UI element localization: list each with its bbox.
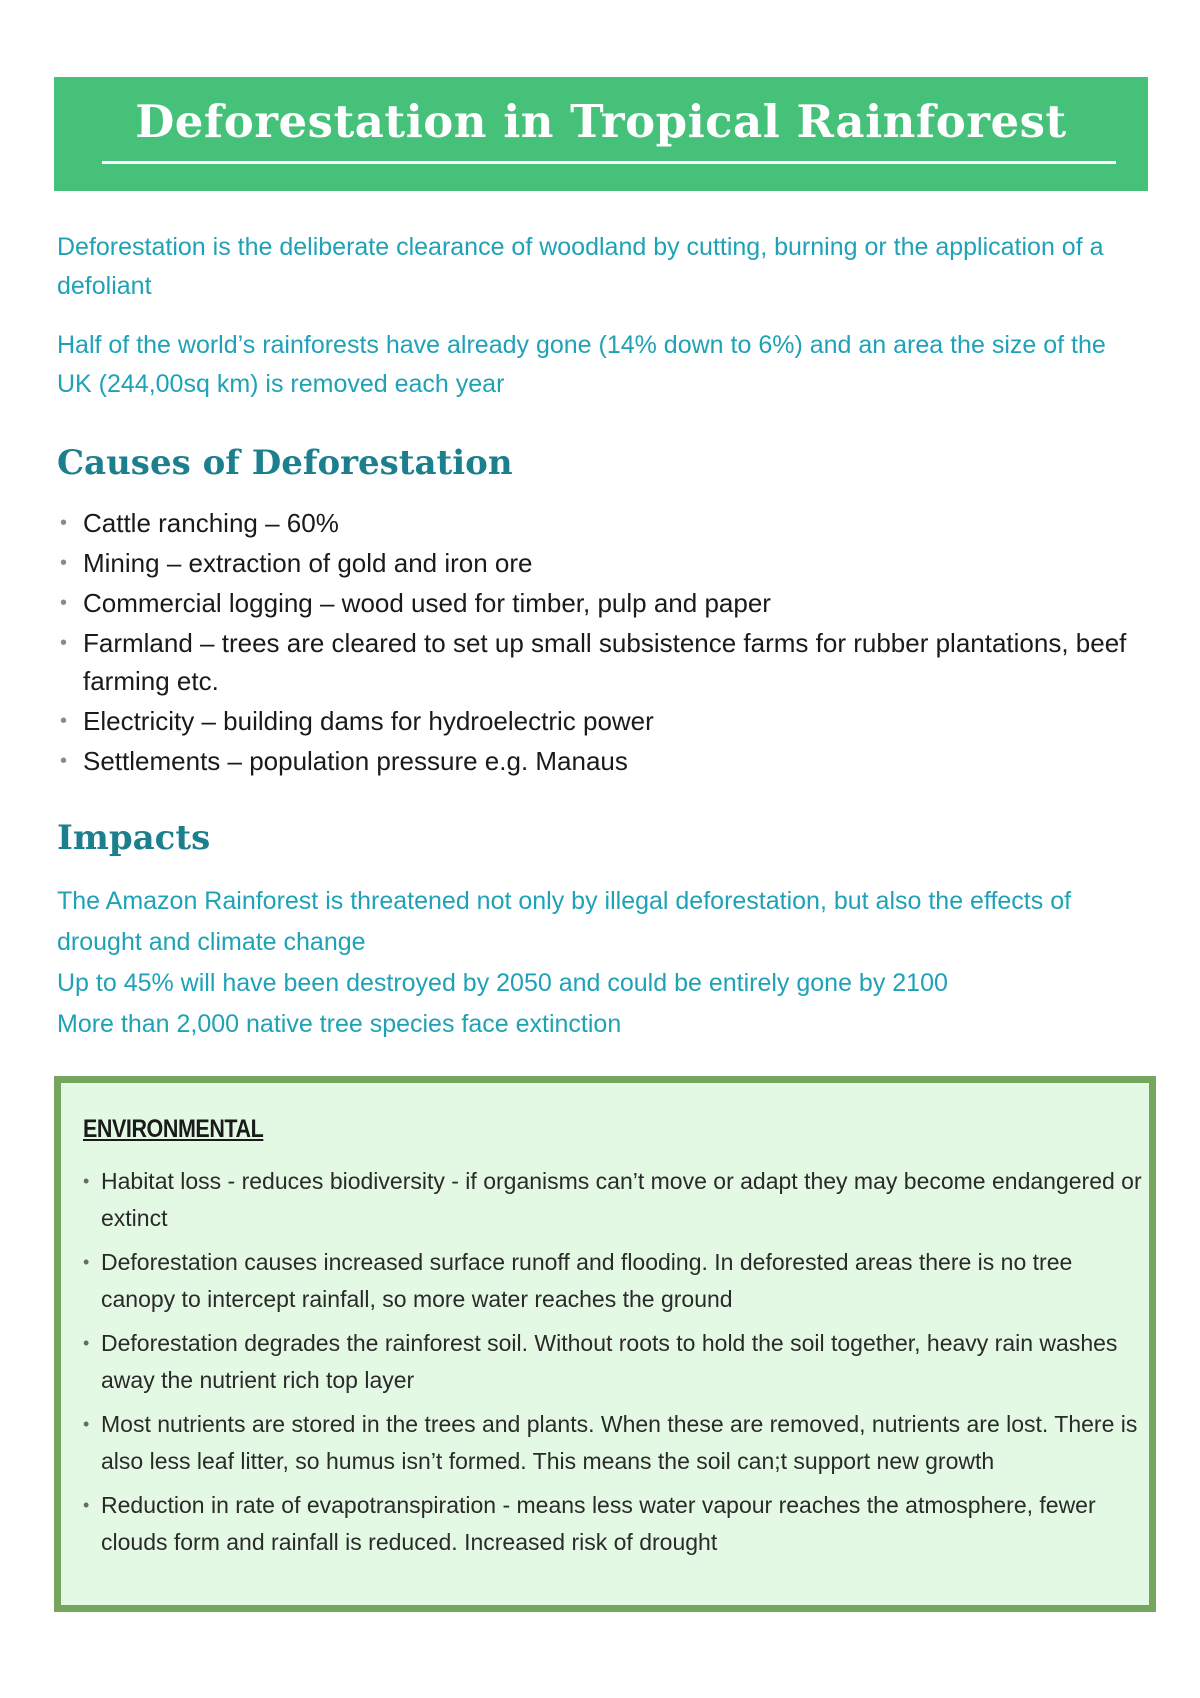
bullet-icon: •: [60, 592, 68, 614]
bullet-icon: •: [83, 1171, 90, 1191]
impacts-line: The Amazon Rainforest is threatened not only by illegal deforestation, but also the effects of drought and climate change: [57, 887, 1072, 956]
environmental-item: [83, 1244, 1143, 1318]
causes-heading: Causes of Deforestation: [57, 443, 513, 483]
impacts-line: More than 2,000 native tree species face extinction: [57, 1010, 622, 1038]
impacts-section: [57, 881, 1147, 1045]
cause-item: [57, 504, 1147, 542]
causes-list: [57, 504, 1147, 782]
environmental-text: Habitat loss - reduces biodiversity - if organisms can’t move or adapt they may become endangered or extinct: [101, 1168, 1142, 1231]
environmental-item: [83, 1163, 1143, 1237]
cause-item: [57, 544, 1147, 582]
intro-section: [57, 228, 1147, 404]
cause-text: Commercial logging – wood used for timber, pulp and paper: [83, 588, 771, 618]
cause-text: Farmland – trees are cleared to set up small subsistence farms for rubber plantations, beef farming etc.: [83, 628, 1127, 696]
environmental-item: [83, 1487, 1143, 1561]
cause-item: [57, 584, 1147, 622]
bullet-icon: •: [60, 552, 68, 574]
environmental-title: ENVIRONMENTAL: [83, 1115, 264, 1143]
bullet-icon: •: [83, 1495, 90, 1515]
bullet-icon: •: [60, 632, 68, 654]
bullet-icon: •: [60, 750, 68, 772]
environmental-text: Deforestation degrades the rainforest soil. Without roots to hold the soil together, heavy rain washes away the nutrient rich top layer: [101, 1330, 1118, 1393]
environmental-list: [83, 1163, 1143, 1568]
bullet-icon: •: [83, 1333, 90, 1353]
bullet-icon: •: [83, 1414, 90, 1434]
cause-item: [57, 742, 1147, 780]
title-underline: [102, 161, 1116, 164]
title-banner: [54, 77, 1148, 191]
cause-text: Electricity – building dams for hydroelectric power: [83, 706, 654, 736]
intro-statistic: Half of the world’s rainforests have already gone (14% down to 6%) and an area the size of the UK (244,00sq km) is removed each year: [57, 331, 1106, 398]
cause-item: [57, 624, 1147, 700]
cause-text: Mining – extraction of gold and iron ore: [83, 548, 533, 578]
impacts-line: Up to 45% will have been destroyed by 2050 and could be entirely gone by 2100: [57, 969, 948, 997]
intro-definition: Deforestation is the deliberate clearance of woodland by cutting, burning or the application of a defoliant: [57, 233, 1104, 300]
impacts-heading: Impacts: [57, 818, 211, 858]
environmental-text: Reduction in rate of evapotranspiration - means less water vapour reaches the atmosphere, fewer clouds form and rainfall is reduced. Increased risk of drought: [101, 1492, 1096, 1555]
page-title: Deforestation in Tropical Rainforest: [135, 95, 1067, 148]
bullet-icon: •: [83, 1252, 90, 1272]
environmental-box: [54, 1076, 1156, 1612]
cause-text: Cattle ranching – 60%: [83, 508, 339, 538]
bullet-icon: •: [60, 710, 68, 732]
cause-text: Settlements – population pressure e.g. Manaus: [83, 746, 628, 776]
environmental-text: Deforestation causes increased surface runoff and flooding. In deforested areas there is no tree canopy to intercept rainfall, so more water reaches the ground: [101, 1249, 1073, 1312]
environmental-text: Most nutrients are stored in the trees and plants. When these are removed, nutrients are lost. There is also less leaf litter, so humus isn’t formed. This means the soil can;t support new growth: [101, 1411, 1138, 1474]
environmental-item: [83, 1325, 1143, 1399]
environmental-item: [83, 1406, 1143, 1480]
cause-item: [57, 702, 1147, 740]
bullet-icon: •: [60, 512, 68, 534]
